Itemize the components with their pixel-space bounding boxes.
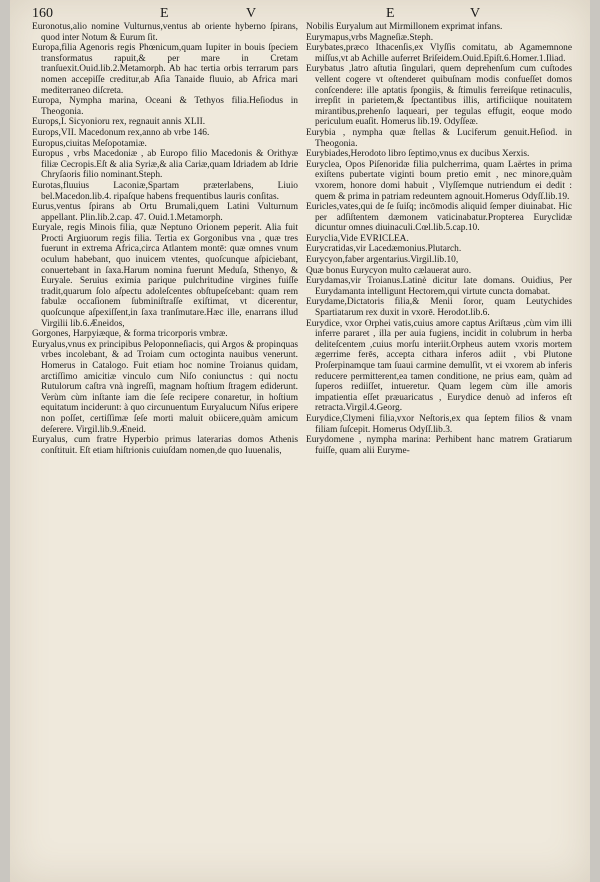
dictionary-entry: Euryalus,vnus ex principibus Peloponneſiacis, qui Argos & propinquas vrbes incolebant, & ad Troiam cum octoginta nauibus venerunt. Homerus in Catalogo. Fuit etiam hoc nomine Troianus quidam, arctiſſimo amicitiæ vinculo cum Niſo coniunctus : qui noctu Rutulorum caſtra vnà ingreſſi, magnam hoſtium ſtragem ediderunt. Verùm cùm inſtante iam die ſeſe recipere conaretur, in hoſtium equitatum inciderunt: à quo circunuentum Euryalucum Niſus eripere non poſſet, certiſſimæ ſeſe morti maluit obiicere,quàm amicum deſerere. Virgil.lib.9.Æneid. — [32, 339, 298, 435]
header-letter: V — [246, 6, 259, 21]
dictionary-entry: Eurymapus,vrbs Magneſiæ.Steph. — [306, 32, 434, 43]
dictionary-entry: Europa,filia Agenoris regis Phœnicum,quam Iupiter in bouis ſpeciem transformatus rapuit,& per mare in Cretam tranſuexit.Ouid.lib.2.Metamorph. Ab hac tertia orbis terrarum pars nomen accepiſſe creditur,ab Aſia Tanaide fluuio, ab Africa mari mediterraneo diſcreta. — [32, 43, 298, 96]
verse-quotation: Gorgones, Harpyiæque, & forma tricorporis vmbræ. — [32, 329, 228, 340]
dictionary-entry: Euryclia,Vide EVRICLEA. — [306, 233, 409, 244]
dictionary-entry: Eurybiades,Herodoto libro ſeptimo,vnus ex ducibus Xerxis. — [306, 149, 530, 160]
dictionary-entry: Euryale, regis Minois filia, quæ Neptuno Orionem peperit. Alia fuit Procti Argiuorum regis filia. Tertia ex Gorgonibus vna , quæ tres fuerunt in extrema Africa,circa Atlantem montē: quæ omnes vnum oculum habebant, quo inuicem vtentes, quoſcunque aſpiciebant, conuertebant in ſaxa.Harum nomina fuerunt Meduſa, Sthenyo, & Euryale. Seruius eximia parique pulchritudine virgines fuiſſe tradit,quarum ſolo aſpectu adoleſcentes obſtupeſcebant: quam rem fabulæ occaſionem ſubminiſtraſſe exiſtimat, vt dicerentur, quoſcunque aſpexiſſent,in ſaxa tranſmutare.Hæc ille, enarrans illud Virgilii lib.6.Æneidos, — [32, 223, 298, 329]
left-column — [32, 22, 298, 878]
dictionary-entry: Eurycyon,faber argentarius.Virgil.lib.10, — [306, 255, 459, 266]
dictionary-entry: Euryalus, cum fratre Hyperbio primus laterarias domos Athenis conſtituit. Eſt etiam hiſtrionis cuiuſdam nomen,de quo Iuuenalis, — [32, 435, 298, 456]
right-column — [306, 22, 572, 878]
dictionary-entry: Eurus,ventus ſpirans ab Ortu Brumali,quem Latini Vulturnum appellant. Plin.lib.2.cap. 47. Ouid.1.Metamorph. — [32, 202, 298, 223]
dictionary-entry: Eurydomene , nympha marina: Perhibent hanc matrem Gratiarum fuiſſe, quam alii Euryme- — [306, 435, 572, 456]
header-letter: E — [160, 6, 171, 21]
dictionary-entry: Eurybates,præco Ithacenſis,ex Vlyſſis comitatu, ab Agamemnone miſſus,vt ab Achille auferret Briſeidem.Ouid.Epiſt.6.Homer.1.Iliad. — [306, 43, 572, 64]
dictionary-entry: Euryclea, Opos Piſenoridæ filia pulcherrima, quam Laërtes in prima exiſtens pubertate viginti boum pretio emit , nec minore,quàm vxorem, honore domi habuit , Vlyſſemque nutriendum ei dedit : quem & prima in patriam redeuntem agnouit.Homerus Odyſſ.lib.19. — [306, 159, 572, 202]
dictionary-entry: Europs,VII. Macedonum rex,anno ab vrbe 146. — [32, 127, 210, 138]
header-letter: V — [470, 6, 483, 21]
dictionary-entry: Europs,I. Sicyonioru rex, regnauit annis XLII. — [32, 117, 206, 128]
page-number: 160 — [32, 6, 53, 21]
dictionary-entry: Europa, Nympha marina, Oceani & Tethyos filia.Heſiodus in Theogonia. — [32, 96, 298, 117]
book-page — [10, 0, 590, 882]
dictionary-entry: Eurycratidas,vir Lacedæmonius.Plutarch. — [306, 244, 462, 255]
verse-quotation: Nobilis Euryalum aut Mirmillonem exprimat infans. — [306, 22, 503, 32]
dictionary-entry: Eurydice, vxor Orphei vatis,cuius amore captus Ariſtæus ,cùm vim illi inferre pararet , illa per auia fugiens, incidit in colubrum in herba deliteſcentem ,cuius morſu interiit.Orpheus autem vxoris mortem ægerrime ferēs, accepta cithara inferos adiit , vbi Plutone Proſerpinamque tam ſuaui carmine demulſit, vt ei vxorem ab inferis reducere permitterent,ea tamen conditione, ne prius eam, quàm ad ſuperos rediiſſet, intueretur. Quam legem cùm ille amoris impatientia eſſet præuaricatus , Eurydice denuò ad inferos eſt retracta.Virgil.4.Georg. — [306, 318, 572, 414]
dictionary-entry: Eurotas,fluuius Laconiæ,Spartam præterlabens, Liuio bel.Macedon.lib.4. ripaſque habens frequentibus lauris conſitas. — [32, 180, 298, 202]
dictionary-entry: Eurydame,Dictatoris filia,& Menii ſoror, quam Leutychides Spartiatarum rex duxit in vxorē. Herodot.lib.6. — [306, 297, 572, 319]
verse-quotation: Quæ bonus Eurycyon multo cælauerat auro. — [306, 265, 472, 276]
dictionary-entry: Euricles,vates,qui de ſe ſuiſq; incōmodis aliquid ſemper diuinabat. Hic per adſiſtentem dæmonem vaticinabatur.Propterea Euryclidæ dicuntur omnes diuinaculi.Cœl.lib.5.cap.10. — [306, 202, 572, 234]
dictionary-entry: Eurybatus ,latro aſtutia ſingulari, quem deprehenſum cum cuſtodes vellent cogere vt oſtenderet quibuſnam modis confueſſet domos conſcendere: ille aptatis ſpongiis, & ſtimulis ferreiſque retinaculis, irrepſit in parietem,& ſpectantibus illis, artificiique nouitatem mirantibus,prehenſo laqueari, per tegulas effugit, eoque modo periculum euaſit. Homerus lib.19. Odyſſeæ. — [306, 64, 572, 128]
dictionary-entry: Europus,ciuitas Meſopotamiæ. — [32, 138, 147, 149]
dictionary-entry: Eurybia , nympha quæ ſtellas & Luciferum genuit.Heſiod. in Theogonia. — [306, 127, 572, 149]
dictionary-entry: Eurydice,Clymeni filia,vxor Neſtoris,ex qua ſeptem filios & vnam filiam ſuſcepit. Homerus Odyſſ.lib.3. — [306, 413, 572, 435]
dictionary-entry: Euronotus,alio nomine Vulturnus,ventus ab oriente hyberno ſpirans, quod inter Notum & Eurum ſit. — [32, 22, 298, 43]
header-letter: E — [386, 6, 397, 21]
dictionary-entry: Eurydamas,vir Troianus.Latinè dicitur late domans. Ouidius, Per Eurydamanta intelligunt Hectorem,qui virtute cuncta domabat. — [306, 276, 572, 297]
dictionary-entry: Europus , vrbs Macedoniæ , ab Europo filio Macedonis & Orithyæ filiæ Cecropis.Eſt & alia Syriæ,& alia Cariæ,quam Idriadem ab Idrie Chryſaoris filio nominant.Steph. — [32, 149, 298, 181]
